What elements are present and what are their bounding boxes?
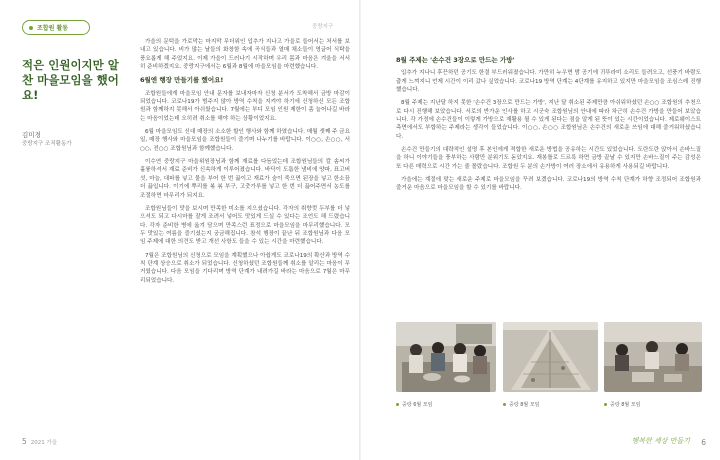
bullet-dot-icon — [29, 26, 33, 30]
running-head: 중랑지구 — [312, 24, 334, 30]
issue-label: 2021 가을 — [30, 440, 58, 446]
left-page-number: 5 — [22, 437, 27, 446]
caption-dot-icon — [604, 403, 607, 406]
body-paragraph: 입추가 지나니 후끈하던 공기도 한결 부드러워졌습니다. 가만히 누우면 밤 공기에 귀뚜라미 소리도 들려오고, 선풍기 바람도 춥게 느껴지니 언제 시간이 이리 갔나 싶었습니다. 코로나19 방역 단계는 4단계를 유지하고 있지만 마을모임을 조심스레 진행했습니다. — [396, 70, 701, 94]
right-page-number: 6 — [701, 438, 706, 447]
body-paragraph: 7월은 조합원님의 신청으로 모임을 계획했으나 아쉽게도 코로나19의 확산과 방역 수칙 단계 상승으로 취소가 되었습니다. 신청하셨던 조합원들께 취소를 알리는 마음이 무거웠습니다. 다음 모임을 기다리며 방역 단계가 내려가길 바라는 마음으로 7월은 마무리되었습니다. — [140, 252, 350, 284]
body-paragraph: 조합원들에게 마을모임 안내 문자를 보내자마자 신청 분서가 도착해서 금방 마감이 되었습니다. 코로나19가 범주지 않아 방역 수칙을 지켜야 하기에 신청하신 모든 조합원과 함께하지 못해서 아쉬웠습니다. 7월에는 부디 모임 인원 제한이 좀 늘어나길 바라는 마음이었는데 오히려 취소를 해야 하는 상황이었지요. — [140, 90, 350, 122]
caption-text: 중랑 6월 모임 — [402, 402, 433, 408]
body-paragraph: 이수연 중랑지구 마을위원장님과 함께 재료를 다듬었는데 조합원님들의 칼 솜씨가 훌륭하셔서 재료 준비가 신속하게 이루어졌습니다. 바닥이 도톰한 냄비에 양파, 표고버섯, 마늘, 대파를 넣고 물을 부어 한 번 끓이고 재료가 숨이 죽으면 된장을 넣고 한소끔 더 끓입니다. 이기에 뿌리를 볶 볶 부구, 고춧가루를 넣고 한 번 더 끓어주면서 농도를 조절하면 마무리가 되지요. — [140, 159, 350, 199]
photo-sewing-table — [604, 322, 702, 392]
body-paragraph: 조합원님들이 맛을 보시며 만족한 미소를 지으셨습니다. 각자의 취향껏 두부를 더 넣으셔도 되고 다시마를 잘게 조려서 넣어도 맛있게 드실 수 있다는 조언도 해 드렸습니다. 각자 준비한 병에 옮겨 담으며 만족스런 표정으로 마을모임을 마무리했습니다. 모두 맛있는 여름을 즐기셨는지 궁금해집니다. 참석 행장이 끝난 뒤 조합원님과 다음 모임 주제에 대한 의견도 받고 개선 사항도 들을 수 있는 시간을 마련했습니다. — [140, 205, 350, 246]
photo-handkerchief-bag — [503, 322, 598, 392]
author-block — [22, 130, 122, 149]
photo-caption — [503, 401, 540, 408]
left-body-column — [140, 38, 350, 290]
caption-dot-icon — [396, 403, 399, 406]
subhead-august: 8월 주제는 '손수건 3장으로 만드는 가방' — [396, 56, 515, 64]
body-paragraph: 손수건 만들기의 대략적인 설명 후 본인에게 적합한 새로운 방법을 공유하는 시간도 있었습니다. 도란도란 앉아서 손바느질을 하니 이야기들을 풍부하는 사람만 분위기도 돋았지요. 재봉틀로 드르륵 하면 금방 끝날 수 있지만 손바느질이 주는 감성은 또 다른 매력으로 시간 가는 줄 몰랐습니다. 조합원 두 분의 손가방이 여러 장소에서 유용하게 사용되길 바랍니다. — [396, 147, 701, 170]
body-paragraph: 8월 주제는 지난달 하지 못한 '손수건 3장으로 만드는 가방', 지난 달 취소된 주제만큼 아쉬워하셨던 손○○ 조합원의 추천으로 다시 진행해 보았습니다. 서로의 반가운 인사를 하고 시군숙 조합원님의 안내에 따라 차근히 손수건 가방을 만들어 보았습니다. 각 가정에 손수건들이 이렇게 가방으로 재활용 될 수 있게 된다는 점을 알게 된 뜻이 있는 시간이었습니다. 제로웨이스트 측면에서도 부합하는 주제라는 생각이 들었습니다. 이○○, 손○○ 조합원님은 손수건의 새로운 쓰임에 대해 즐거워하셨습니다. — [396, 100, 701, 140]
section-tab-label: 조합원 활동 — [37, 25, 69, 32]
section-tab — [22, 20, 90, 35]
author-name: 김미경 — [22, 131, 41, 139]
author-role: 중랑지구 조직활동가 — [22, 141, 72, 147]
right-body-column — [396, 52, 701, 198]
photo-caption — [604, 401, 641, 408]
intro-paragraph: 가을의 문턱을 가로막는 마지막 무더위인 입추가 지나고 가을로 들어서는 처서를 보내고 있습니다. 비가 많는 날들의 화창함 속에 곡식들과 열매 채소들이 영글어 식탁을 풍요롭게 해 주었지요. 이제 가을이 드러나기 시작하며 우리 몸과 마음은 겨울을 서서히 준비하겠지요. 중랑지구에서는 6월과 8월에 마을모임을 마련했습니다. — [140, 39, 350, 71]
body-paragraph: 6월 마을모임도 신대 매장의 소소한 할인 행사와 함께 하였습니다. 매월 셋째 주 금요일, 매장 행사와 마을모임을 조합원들이 즐기며 나누기를 바랍니다. 이○○, 손○○, 서○○, 전○○ 조합원님과 함께했습니다. — [140, 129, 350, 152]
page-gutter — [359, 0, 361, 460]
caption-text: 중랑 8월 모임 — [610, 402, 641, 408]
brand-logo: 행복한 세상 만들기 — [631, 437, 690, 445]
left-folio — [22, 437, 57, 446]
photo-caption — [396, 401, 433, 408]
body-paragraph: 가을에는 계절에 맞는 새로운 주제로 마을모임을 꾸려 보겠습니다. 코로나19의 방역 수칙 단계가 하향 조정되어 조합원과 즐거운 마음으로 마을모임을 할 수 있기를 바랍니다. — [396, 177, 701, 192]
page-title: 적은 인원이지만 알찬 마을모임을 했어요! — [22, 58, 119, 102]
subhead-june: 6월엔 행장 만들기를 했어요! — [140, 76, 224, 85]
caption-text: 중랑 8월 모임 — [509, 402, 540, 408]
caption-dot-icon — [503, 403, 506, 406]
photo-cooking-group — [396, 322, 496, 392]
